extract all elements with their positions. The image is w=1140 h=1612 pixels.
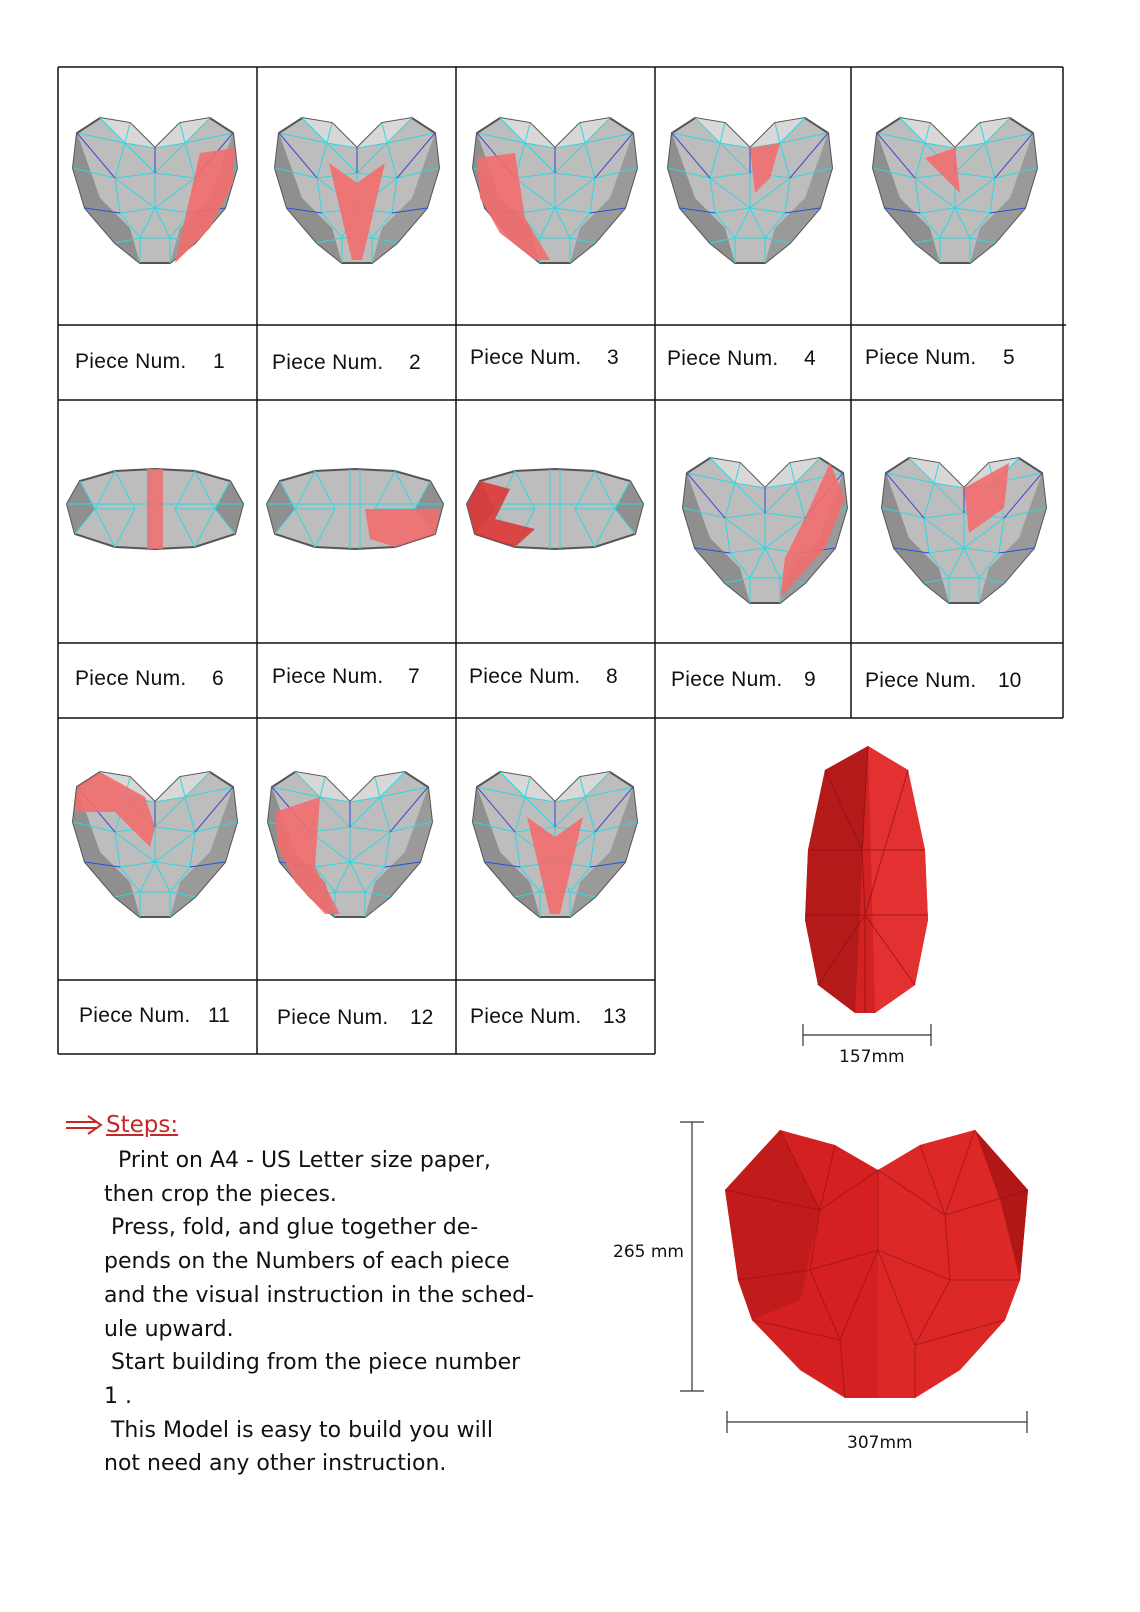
piece-11-caption [58,981,257,1055]
piece-number: 7 [408,665,420,688]
height-label: 265 mm [613,1242,684,1262]
piece-5-image [873,118,1037,263]
piece-10-image [882,458,1046,603]
piece-3-caption [456,326,655,400]
piece-5-caption [851,326,1050,400]
piece-number: 13 [603,1005,627,1028]
piece-label: Piece Num. [272,665,384,688]
steps-heading [66,1112,526,1138]
piece-8-image [467,469,643,549]
piece-number: 4 [804,347,816,370]
side-view-model [805,746,928,1013]
side-dimension-line [803,1024,931,1046]
piece-12-caption [257,981,456,1055]
piece-6-caption [58,644,257,718]
piece-3-image [473,118,637,263]
piece-11-image [73,772,237,917]
piece-label: Piece Num. [470,346,582,369]
piece-label: Piece Num. [75,350,187,373]
steps-line: Start building from the piece number [104,1350,521,1376]
piece-label: Piece Num. [75,667,187,690]
piece-2-caption [257,326,456,400]
piece-number: 5 [1003,346,1015,369]
piece-label: Piece Num. [277,1006,389,1029]
piece-12-image [268,772,432,917]
side-width-label: 157mm [839,1047,905,1067]
steps-line: not need any other instruction. [104,1451,447,1477]
piece-9-image [683,458,847,603]
piece-6-image [67,469,243,549]
piece-2-image [275,118,439,263]
piece-label: Piece Num. [272,351,384,374]
piece-9-caption [655,644,854,718]
steps-line: then crop the pieces. [104,1181,337,1207]
piece-label: Piece Num. [865,346,977,369]
arrow-right-icon [66,1114,104,1136]
piece-number: 10 [998,669,1022,692]
piece-label: Piece Num. [671,668,783,691]
piece-label: Piece Num. [79,1004,191,1027]
piece-number: 6 [212,667,224,690]
steps-line: and the visual instruction in the sched- [104,1282,535,1308]
steps-line: This Model is easy to build you will [104,1417,493,1443]
piece-label: Piece Num. [865,669,977,692]
width-dimension-line [727,1411,1027,1433]
piece-7-caption [257,644,456,718]
piece-10-caption [851,644,1050,718]
piece-1-caption [58,326,257,400]
piece-7-image [267,469,443,549]
piece-4-caption [655,326,854,400]
piece-8-caption [456,644,655,718]
piece-label: Piece Num. [469,665,581,688]
front-width-label: 307mm [847,1433,913,1453]
piece-label: Piece Num. [667,347,779,370]
steps-section [66,1112,535,1481]
piece-13-caption [456,981,655,1055]
piece-label: Piece Num. [470,1005,582,1028]
steps-line: Press, fold, and glue together de- [104,1215,479,1241]
piece-number: 1 [213,350,225,373]
steps-line: pends on the Numbers of each piece [104,1249,510,1275]
piece-number: 9 [804,668,816,691]
steps-line: ule upward. [104,1316,234,1342]
piece-number: 8 [606,665,618,688]
piece-number: 11 [208,1004,230,1027]
piece-1-image [73,118,237,263]
front-view-model [725,1130,1028,1398]
piece-number: 3 [607,346,619,369]
piece-13-image [473,772,637,917]
steps-line: 1 . [104,1383,132,1409]
steps-line: Print on A4 - US Letter size paper, [104,1148,491,1173]
piece-number: 2 [409,351,421,374]
piece-4-image [668,118,832,263]
steps-body [104,1144,535,1481]
steps-title: Steps: [106,1112,179,1138]
piece-number: 12 [410,1006,434,1029]
